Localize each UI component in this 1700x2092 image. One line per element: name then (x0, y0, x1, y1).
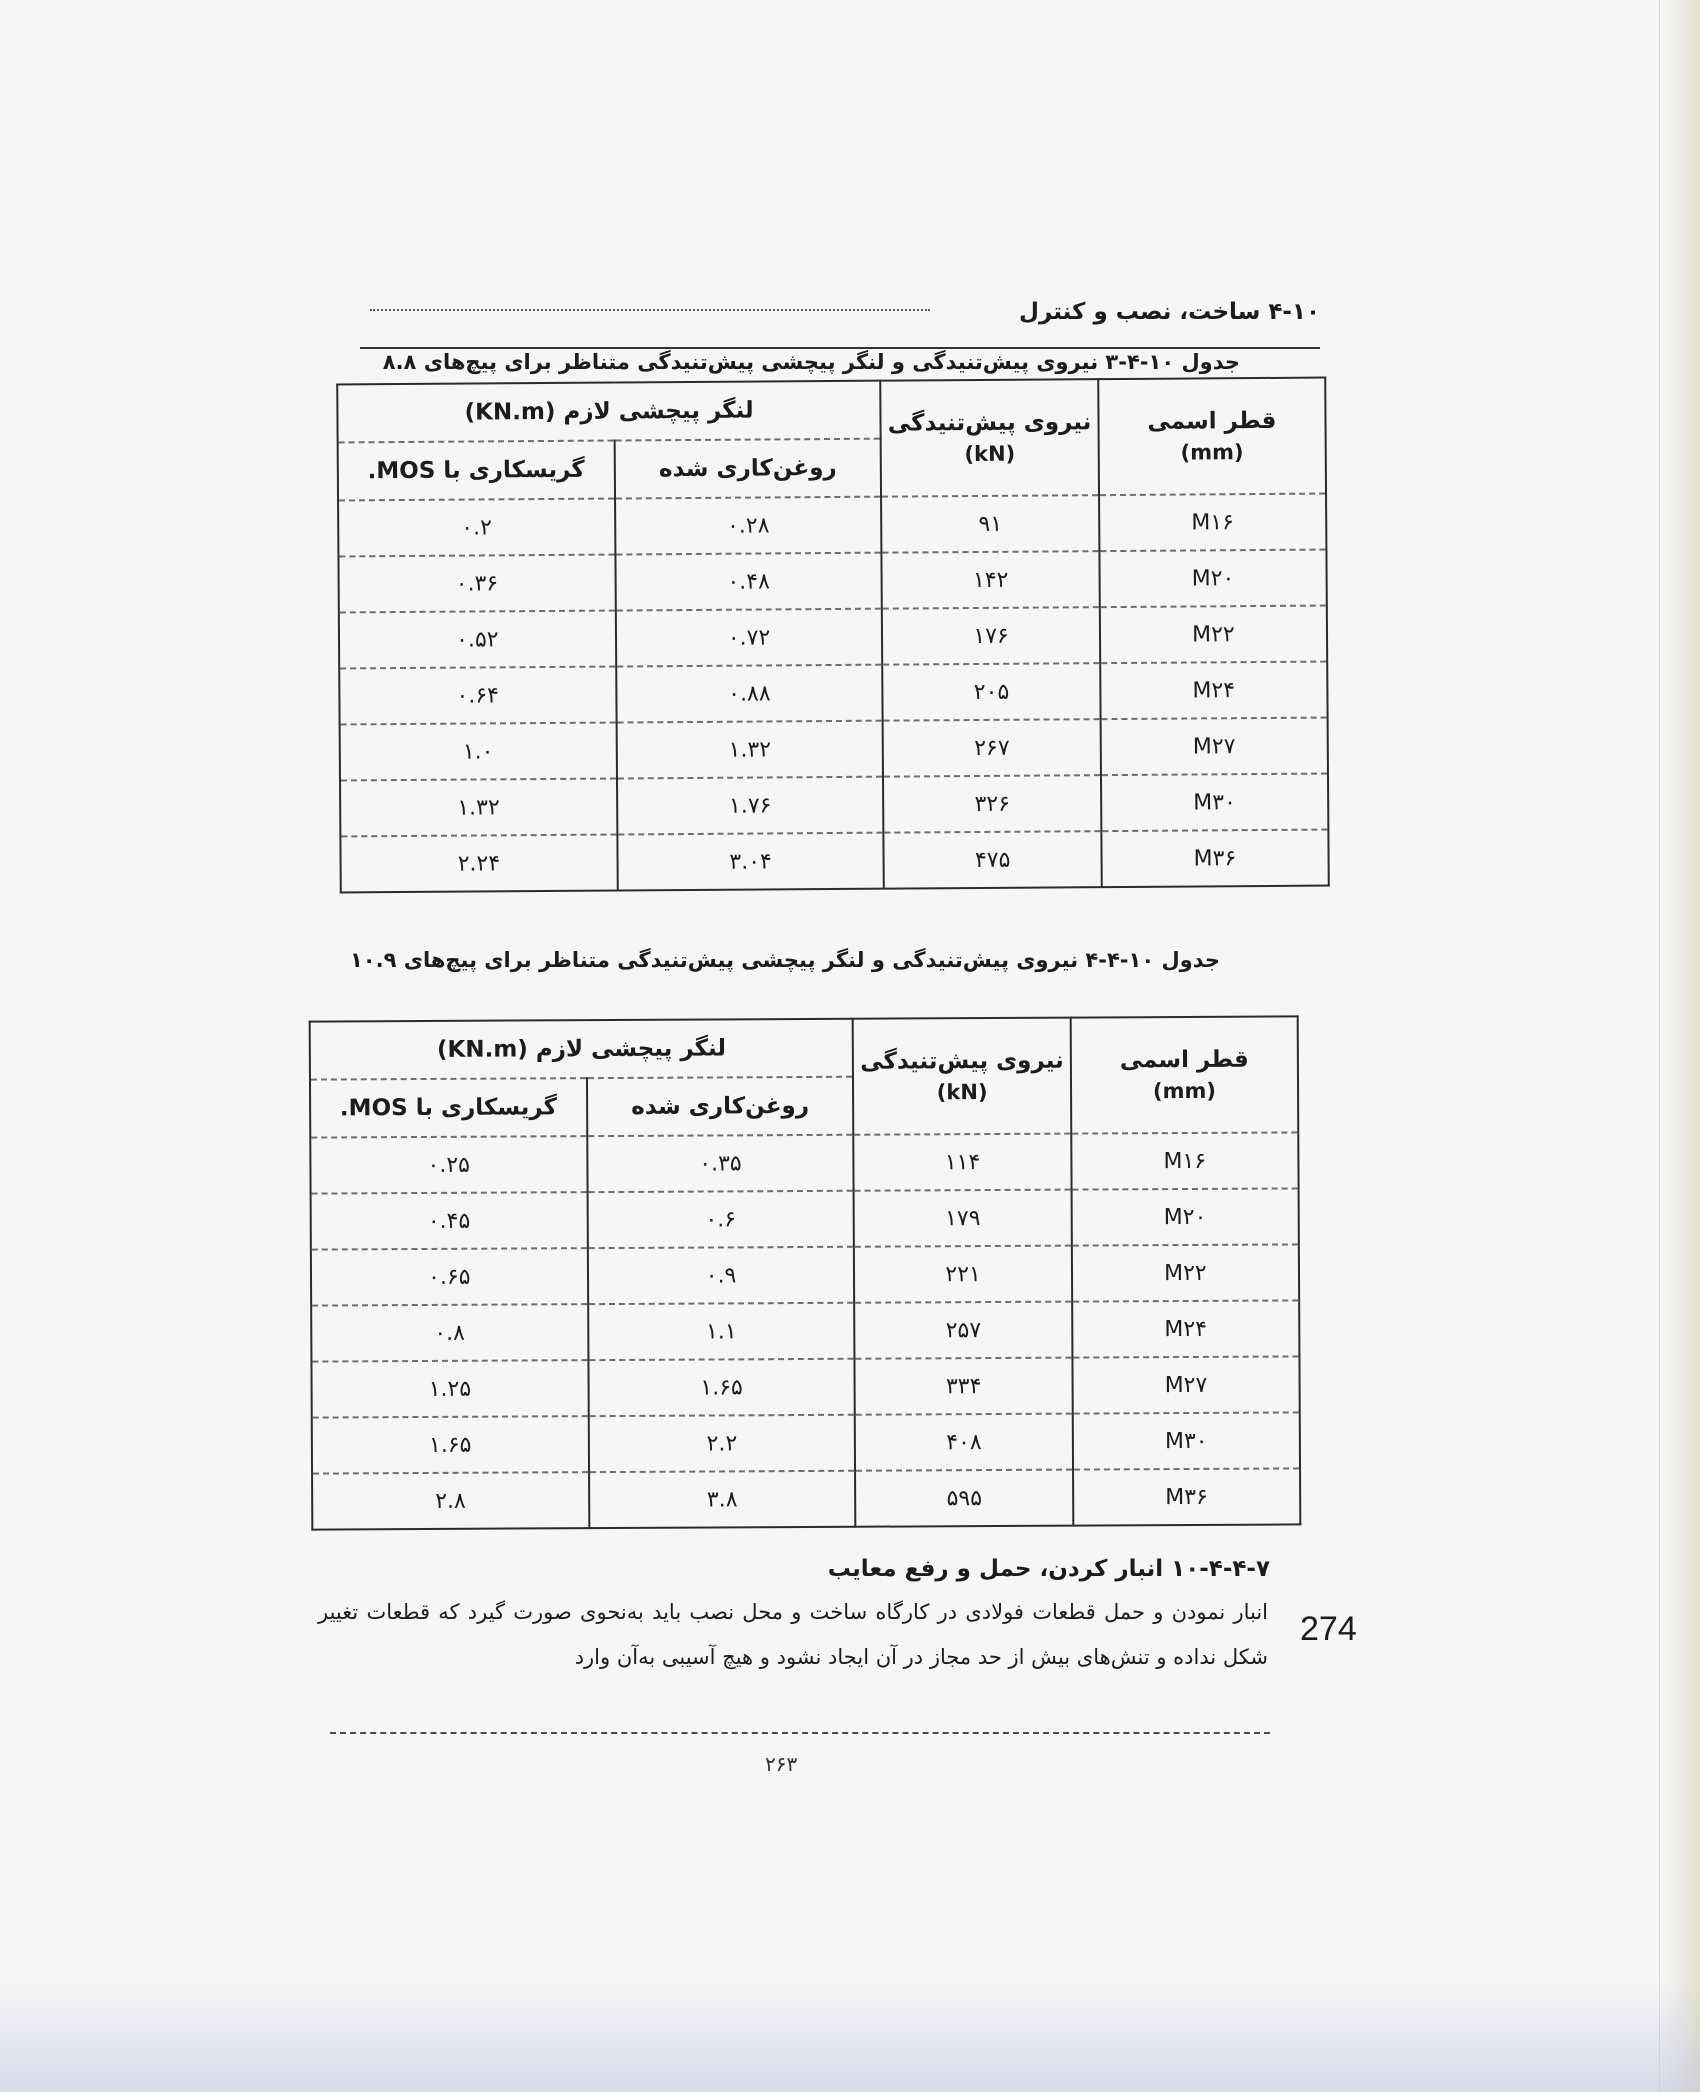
header-title: ۴-۱۰ ساخت، نصب و کنترل (1019, 299, 1320, 325)
cell-force: ۱۴۲ (882, 551, 1100, 609)
cell-diameter: M۲۰ (1071, 1188, 1299, 1245)
table1-header-diameter (1098, 378, 1326, 496)
cell-greased: ۰.۶۴ (339, 667, 616, 725)
cell-force: ۵۹۵ (855, 1470, 1073, 1527)
header-force-unit: (kN) (936, 1080, 988, 1105)
table-row (312, 1412, 1300, 1473)
cell-force: ۹۱ (881, 495, 1099, 553)
cell-diameter: M۲۷ (1072, 1356, 1300, 1413)
cell-diameter: M۳۶ (1101, 830, 1329, 888)
cell-lubricated: ۰.۸۸ (616, 665, 883, 723)
cell-greased: ۰.۶۵ (311, 1248, 588, 1305)
cell-lubricated: ۰.۴۸ (615, 553, 882, 611)
table1-header-row (337, 378, 1325, 443)
page-edge (1659, 0, 1700, 2092)
cell-lubricated: ۱.۷۶ (617, 777, 884, 835)
cell-lubricated: ۰.۷۲ (615, 609, 882, 667)
table1-header-force (881, 379, 1099, 497)
cell-greased: ۰.۳۶ (338, 555, 615, 613)
cell-greased: ۰.۸ (311, 1304, 588, 1361)
header-diameter-unit: (mm) (1180, 440, 1244, 465)
table1-header-greased: گریسکاری با MOS. (338, 441, 615, 501)
cell-lubricated: ۲.۲ (588, 1415, 855, 1472)
cell-force: ۱۷۹ (854, 1190, 1072, 1247)
cell-greased: ۰.۲ (338, 499, 615, 557)
cell-greased: ۰.۴۵ (311, 1192, 588, 1249)
table2-header-torque: لنگر پیچشی لازم (KN.m) (310, 1019, 854, 1080)
table2-header-force (853, 1018, 1071, 1135)
cell-lubricated: ۰.۶ (587, 1191, 854, 1248)
cell-lubricated: ۳.۰۴ (617, 833, 884, 891)
header-rule (370, 309, 930, 311)
page-number: 274 (1300, 1610, 1357, 1648)
cell-diameter: M۲۷ (1100, 718, 1328, 776)
table2-header-lubricated: روغن‌کاری شده (587, 1077, 854, 1136)
cell-diameter: M۲۴ (1100, 662, 1328, 720)
scan-shadow (0, 1982, 1700, 2092)
header-diameter-label: قطر اسمی (1147, 407, 1277, 435)
table2-header-row (310, 1016, 1298, 1079)
cell-force: ۲۶۷ (883, 719, 1101, 777)
cell-lubricated: ۱.۳۲ (616, 721, 883, 779)
table1 (336, 377, 1330, 894)
footer-rule (330, 1732, 1270, 1734)
cell-greased: ۲.۸ (312, 1472, 589, 1529)
table-row (340, 718, 1328, 781)
cell-greased: ۱.۶۵ (312, 1416, 589, 1473)
table2-caption: جدول ۱۰-۴-۴ نیروی پیش‌تنیدگی و لنگر پیچشی پیش‌تنیدگی متناظر برای پیچ‌های ۱۰.۹ (349, 948, 1220, 972)
header-force-label: نیروی پیش‌تنیدگی (887, 409, 1092, 437)
cell-diameter: M۲۰ (1099, 550, 1327, 608)
cell-diameter: M۳۰ (1073, 1412, 1301, 1469)
cell-lubricated: ۰.۳۵ (587, 1135, 854, 1192)
table-row (338, 494, 1326, 557)
table2 (309, 1015, 1302, 1530)
table2-header-diameter (1070, 1016, 1298, 1133)
cell-diameter: M۲۲ (1100, 606, 1328, 664)
cell-force: ۳۳۴ (855, 1358, 1073, 1415)
footer-number: ۲۶۳ (765, 1752, 798, 1776)
table-row (311, 1188, 1299, 1249)
table-row (339, 606, 1327, 669)
table2-header-greased: گریسکاری با MOS. (310, 1078, 587, 1137)
table1-header-lubricated: روغن‌کاری شده (614, 439, 881, 499)
cell-force: ۲۲۱ (854, 1246, 1072, 1303)
table-row (339, 662, 1327, 725)
cell-lubricated: ۰.۲۸ (615, 497, 882, 555)
cell-greased: ۰.۲۵ (310, 1136, 587, 1193)
cell-force: ۴۰۸ (855, 1414, 1073, 1471)
header-force-unit: (kN) (964, 441, 1016, 467)
table-row (312, 1468, 1300, 1529)
cell-lubricated: ۰.۹ (588, 1247, 855, 1304)
cell-force: ۲۵۷ (855, 1302, 1073, 1359)
header-force-label: نیروی پیش‌تنیدگی (860, 1047, 1064, 1075)
cell-diameter: M۱۶ (1071, 1132, 1299, 1189)
cell-force: ۱۱۴ (854, 1134, 1072, 1191)
table-row (340, 830, 1328, 893)
table-row (311, 1356, 1299, 1417)
header-diameter-label: قطر اسمی (1119, 1046, 1249, 1074)
section-heading: ۱۰-۴-۴-۷ انبار کردن، حمل و رفع معایب (827, 1556, 1270, 1582)
cell-force: ۲۰۵ (883, 663, 1101, 721)
section-body: انبار نمودن و حمل قطعات فولادی در کارگاه ساخت و محل نصب باید به‌نحوی صورت گیرد که قطعات تغییر شکل نداده و تنش‌های بیش از حد مجاز در آن ایجاد نشود و هیچ آسیبی به‌آن وارد (318, 1600, 1268, 1669)
header-diameter-unit: (mm) (1152, 1078, 1216, 1104)
cell-greased: ۲.۲۴ (340, 835, 617, 893)
cell-greased: ۱.۳۲ (340, 779, 617, 837)
cell-lubricated: ۱.۱ (588, 1303, 855, 1360)
table-row (338, 550, 1326, 613)
table1-caption: جدول ۱۰-۴-۳ نیروی پیش‌تنیدگی و لنگر پیچشی پیش‌تنیدگی متناظر برای پیچ‌های ۸.۸ (382, 350, 1240, 374)
cell-lubricated: ۱.۶۵ (588, 1359, 855, 1416)
cell-force: ۳۲۶ (883, 775, 1101, 833)
cell-diameter: M۱۶ (1099, 494, 1327, 552)
cell-greased: ۱.۰ (340, 723, 617, 781)
cell-diameter: M۳۰ (1101, 774, 1329, 832)
cell-greased: ۰.۵۲ (339, 611, 616, 669)
cell-greased: ۱.۲۵ (311, 1360, 588, 1417)
cell-diameter: M۲۴ (1072, 1300, 1300, 1357)
cell-lubricated: ۳.۸ (589, 1471, 856, 1528)
table-row (311, 1300, 1299, 1361)
table-row (310, 1132, 1298, 1193)
page-header (360, 295, 1320, 349)
table-row (340, 774, 1328, 837)
table-row (311, 1244, 1299, 1305)
cell-force: ۴۷۵ (884, 831, 1102, 889)
cell-diameter: M۳۶ (1073, 1468, 1301, 1525)
table1-header-torque: لنگر پیچشی لازم (KN.m) (337, 381, 881, 443)
cell-force: ۱۷۶ (882, 607, 1100, 665)
cell-diameter: M۲۲ (1072, 1244, 1300, 1301)
